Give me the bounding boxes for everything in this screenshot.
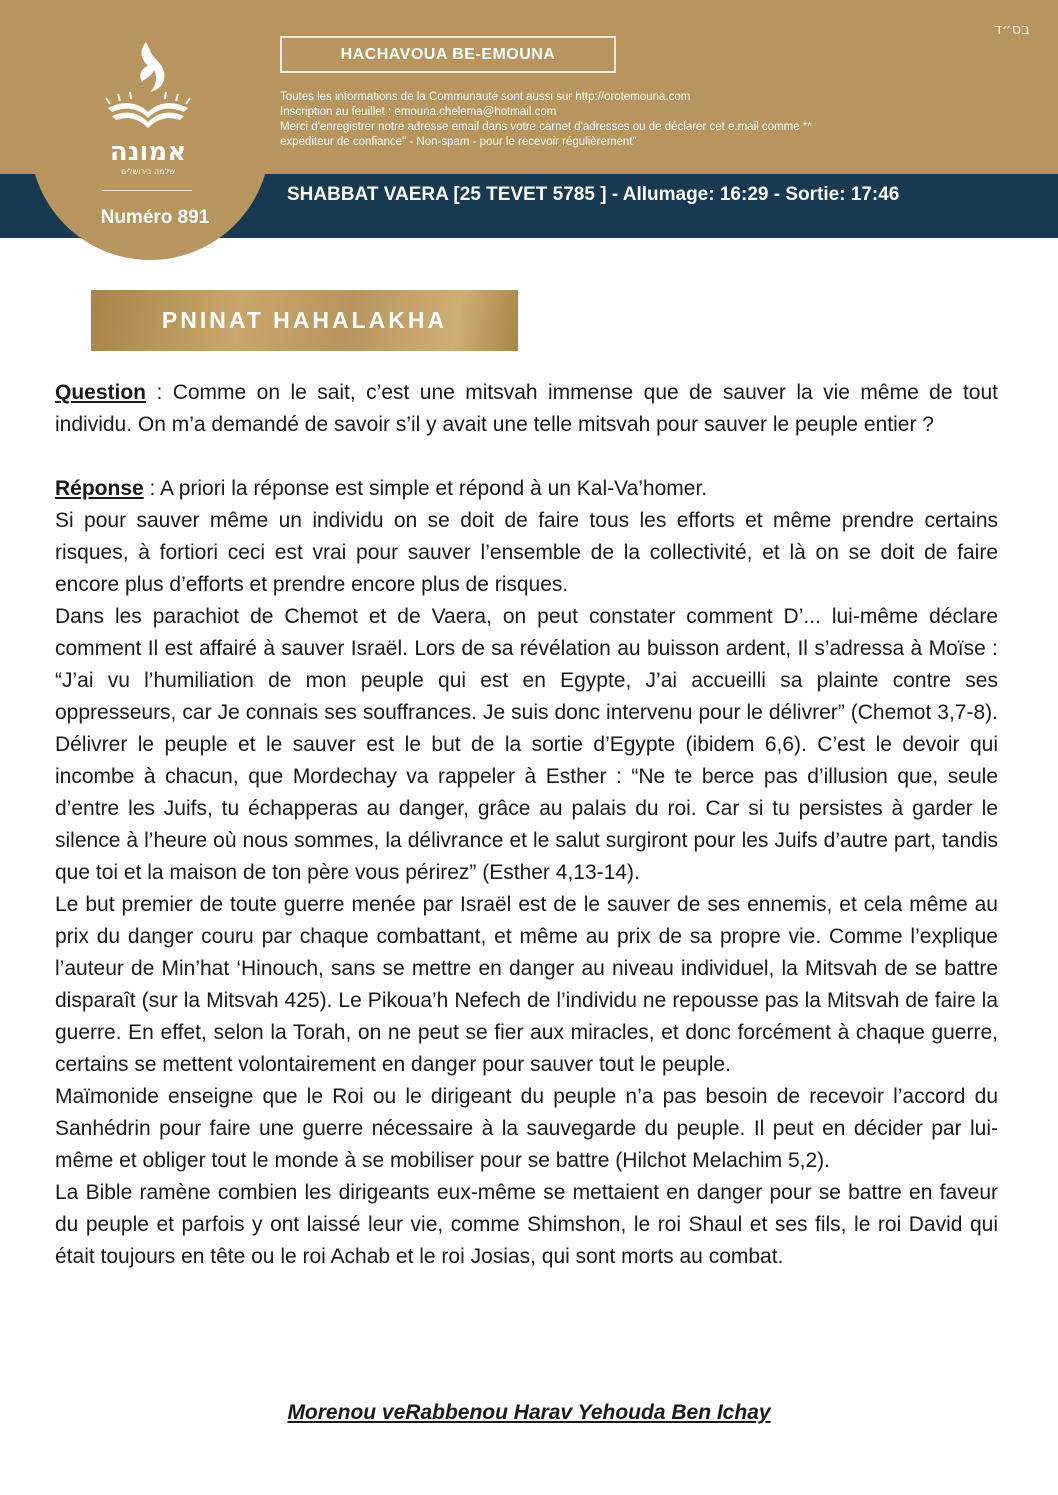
- info-line: Toutes les informations de la Communauté sont aussi sur http://orotemouna.com: [280, 91, 691, 103]
- answer-paragraph: [55, 473, 998, 505]
- paragraph-gap: [55, 441, 998, 473]
- svg-text:אמונה: אמונה: [109, 137, 187, 167]
- article-paragraph: Le but premier de toute guerre menée par Israël est de le sauver de ses ennemis, et cela même au prix du danger couru par chaque combattant, et même au prix de sa propre vie. Comme l’explique l’auteur de Min’hat ‘Hinouch, sans se mettre en danger au niveau individuel, la Mitsvah de se battre disparaît (sur la Mitsvah 425). Le Pikoua’h Nefech de l’individu ne repousse pas la Mitsvah de faire la guerre. En effet, selon la Torah, on ne peut se fier aux miracles, et donc forcément à chaque guerre, certains se mettent volontairement en danger pour sauver tout le peuple.: [55, 893, 998, 1076]
- section-title-banner: PNINAT HAHALAKHA: [91, 290, 518, 351]
- logo-divider: [102, 190, 192, 191]
- question-text: : Comme on le sait, c’est une mitsvah immense que de sauver la vie même de tout individu. On m’a demandé de savoir s’il y avait une telle mitsvah pour sauver le peuple entier ?: [55, 381, 998, 436]
- answer-text: : A priori la réponse est simple et répond à un Kal-Va’homer.: [143, 477, 708, 500]
- info-lines: [280, 90, 940, 150]
- info-line: Inscription au feuillet : emouna.chelema@hotmail.com: [280, 106, 557, 118]
- info-line: expéditeur de confiance" - Non-spam - pour le recevoir régulièrement": [280, 136, 637, 148]
- article-body: [55, 377, 998, 1273]
- question-label: Question: [55, 381, 147, 404]
- newsletter-title: HACHAVOUA BE-EMOUNA: [280, 36, 616, 73]
- article-paragraph: La Bible ramène combien les dirigeants eux-même se mettaient en danger pour se battre en faveur du peuple et parfois y ont laissé leur vie, comme Shimshon, le roi Shaul et ses fils, le roi David qui était toujours en tête ou le roi Achab et le roi Josias, qui sont morts au combat.: [55, 1181, 998, 1268]
- book-flame-logo-icon: [98, 38, 198, 178]
- article-paragraph: Maïmonide enseigne que le Roi ou le dirigeant du peuple n’a pas besoin de recevoir l’accord du Sanhédrin pour faire une guerre nécessaire à la sauvegarde du peuple. Il peut en décider par lui-même et obliger tout le monde à se mobiliser pour se battre (Hilchot Melachim 5,2).: [55, 1085, 998, 1172]
- shabbat-times: SHABBAT VAERA [25 TEVET 5785 ] - Allumage: 16:29 - Sortie: 17:46: [287, 184, 900, 205]
- article-paragraph: Dans les parachiot de Chemot et de Vaera, on peut constater comment D’... lui-même déclare comment Il est affairé à sauver Israël. Lors de sa révélation au buisson ardent, Il s’adressa à Moïse : “J’ai vu l’humiliation de mon peuple qui est en Egypte, J’ai accueilli sa plainte contre ses oppresseurs, car Je connais ses souffrances. Je suis donc intervenu pour le délivrer” (Chemot 3,7-8). Délivrer le peuple et le sauver est le but de la sortie d’Egypte (ibidem 6,6). C’est le devoir qui incombe à chacun, que Mordechay va rappeler à Esther : “Ne te berce pas d’illusion que, seule d’entre les Juifs, tu échapperas au danger, grâce au palais du roi. Car si tu persistes à garder le silence à l’heure où nous sommes, la délivrance et le salut surgiront pour les Juifs d’autre part, tandis que toi et la maison de ton père vous périrez” (Esther 4,13-14).: [55, 605, 998, 884]
- info-line: Merci d'enregistrer notre adresse email dans votre carnet d'adresses ou de déclarer cet e.mail comme **: [280, 121, 812, 133]
- author-signature: Morenou veRabbenou Harav Yehouda Ben Ichay: [287, 1401, 771, 1424]
- issue-number: Numéro 891: [100, 207, 210, 228]
- bsd-mark: בס״ד: [993, 20, 1030, 38]
- answer-label: Réponse: [55, 477, 144, 500]
- question-paragraph: [55, 377, 998, 441]
- article-paragraph: Si pour sauver même un individu on se doit de faire tous les efforts et même prendre certains risques, à fortiori ceci est vrai pour sauver l’ensemble de la collectivité, et là on se doit de faire encore plus d’efforts et prendre encore plus de risques.: [55, 509, 998, 596]
- svg-text:שלמה בירושלים: שלמה בירושלים: [121, 167, 175, 176]
